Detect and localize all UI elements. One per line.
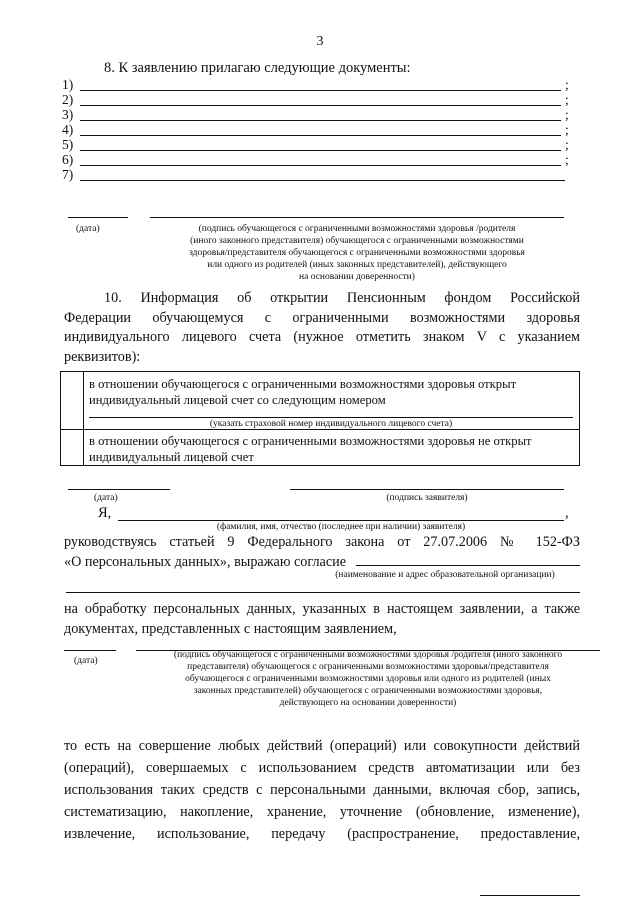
consent-text-2: на обработку персональных данных, указанных в настоящем заявлении, а также документах, представленных с настоящим заявлением, bbox=[64, 601, 580, 637]
row-number: 1) bbox=[62, 77, 74, 92]
organization-caption: (наименование и адрес образовательной организации) bbox=[335, 570, 555, 580]
date-line[interactable] bbox=[64, 650, 116, 651]
fio-comma: , bbox=[565, 505, 569, 521]
account-opened-text: в отношении обучающегося с ограниченными возможностями здоровья открыт индивидуальный лицевой счет со следующим номером bbox=[89, 377, 517, 407]
date-caption: (дата) bbox=[76, 224, 100, 234]
final-paragraph: то есть на совершение любых действий (операций) или совокупности действий (операций), совершаемых с использованием средств автоматизации или без использования таких средств с персональными данными, включая сбор, запись, систематизацию, накопление, хранение, уточнение (обновление, изменение), извлечение, использование, передачу (распространение, предоставление, bbox=[64, 738, 580, 842]
document-input-line[interactable] bbox=[80, 150, 561, 151]
consent-text-1: руководствуясь статьей 9 Федерального закона от 27.07.2006 № 152-ФЗ «О персональных данных», выражаю согласие bbox=[64, 534, 580, 570]
row-separator: ; bbox=[565, 152, 569, 167]
account-not-opened-text: в отношении обучающегося с ограниченными возможностями здоровья не открыт индивидуальный лицевой счет bbox=[89, 434, 532, 464]
row-number: 4) bbox=[62, 122, 74, 137]
row-number: 2) bbox=[62, 92, 74, 107]
ya-label: Я, bbox=[98, 505, 112, 521]
organization-line[interactable] bbox=[356, 565, 580, 566]
document-input-line[interactable] bbox=[80, 180, 565, 181]
row-separator: ; bbox=[565, 107, 569, 122]
document-input-line[interactable] bbox=[80, 120, 561, 121]
document-input-line[interactable] bbox=[80, 135, 561, 136]
document-input-line[interactable] bbox=[80, 165, 561, 166]
applicant-signature-line[interactable] bbox=[290, 489, 564, 490]
account-info-table bbox=[60, 371, 580, 466]
date-line[interactable] bbox=[68, 217, 128, 218]
date-caption: (дата) bbox=[94, 493, 118, 503]
row-separator: ; bbox=[565, 77, 569, 92]
row-number: 6) bbox=[62, 152, 74, 167]
organization-line-2[interactable] bbox=[66, 592, 580, 593]
checkbox-account-opened[interactable] bbox=[61, 372, 83, 429]
page-number: 3 bbox=[316, 34, 324, 49]
footer-rule bbox=[480, 895, 580, 896]
date-line[interactable] bbox=[68, 489, 170, 490]
document-input-line[interactable] bbox=[80, 105, 561, 106]
row-number: 7) bbox=[62, 167, 74, 182]
signature-caption: (подпись обучающегося с ограниченными возможностями здоровья /родителя (иного законного представителя) обучающегося с ограниченными возможностями здоровья/представителя обучающегося с ограниченными возможностями здоровья или одного из родителей (иных законных представителей) обучающегося с ограниченными возможностями здоровья, действующего на основании доверенности) bbox=[173, 650, 563, 708]
row-separator: ; bbox=[565, 92, 569, 107]
date-caption: (дата) bbox=[74, 656, 98, 666]
applicant-signature-caption: (подпись заявителя) bbox=[386, 493, 468, 503]
row-number: 3) bbox=[62, 107, 74, 122]
checkbox-account-not-opened[interactable] bbox=[61, 430, 83, 465]
signature-caption: (подпись обучающегося с ограниченными возможностями здоровья /родителя (иного законного представителя) обучающегося с ограниченными возможностями здоровья/представителя обучающегося с ограниченными возможностями здоровья или одного из родителей (иных законных представителей), действующего на основании доверенности) bbox=[189, 224, 525, 282]
row-separator: ; bbox=[565, 137, 569, 152]
row-number: 5) bbox=[62, 137, 74, 152]
section-10-text: 10. Информация об открытии Пенсионным фондом Российской Федерации обучающемуся с ограниченными возможностями здоровья индивидуального лицевого счета (нужное отметить знаком V с указанием реквизитов): bbox=[64, 290, 580, 365]
section-8-heading: 8. К заявлению прилагаю следующие документы: bbox=[104, 60, 411, 76]
row-separator: ; bbox=[565, 122, 569, 137]
signature-line[interactable] bbox=[150, 217, 564, 218]
document-input-line[interactable] bbox=[80, 90, 561, 91]
fio-caption: (фамилия, имя, отчество (последнее при наличии) заявителя) bbox=[216, 522, 466, 532]
insurance-number-caption: (указать страховой номер индивидуального лицевого счета) bbox=[209, 419, 453, 429]
